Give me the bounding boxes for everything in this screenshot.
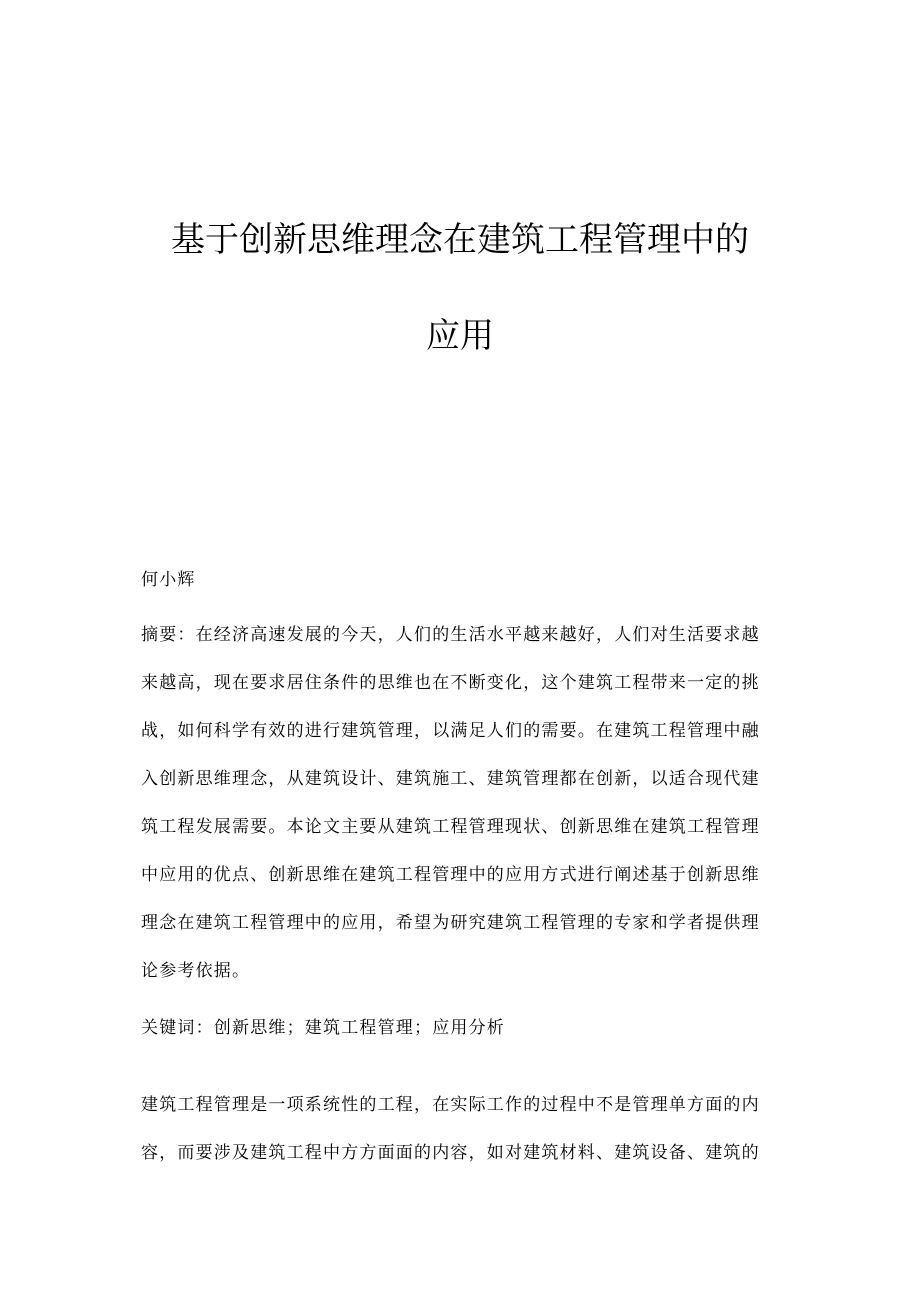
abstract-line: 来越高，现在要求居住条件的思维也在不断变化，这个建筑工程带来一定的挑 — [141, 673, 760, 693]
abstract-line: 理念在建筑工程管理中的应用，希望为研究建筑工程管理的专家和学者提供理 — [141, 913, 760, 933]
abstract-line: 摘要：在经济高速发展的今天，人们的生活水平越来越好，人们对生活要求越 — [141, 625, 760, 645]
document-title-line-2: 应用 — [426, 316, 494, 356]
abstract-line: 入创新思维理念，从建筑设计、建筑施工、建筑管理都在创新，以适合现代建 — [141, 769, 760, 789]
abstract-paragraph — [141, 611, 781, 995]
abstract-line: 战，如何科学有效的进行建筑管理，以满足人们的需要。在建筑工程管理中融 — [141, 721, 760, 741]
abstract-line: 筑工程发展需要。本论文主要从建筑工程管理现状、创新思维在建筑工程管理 — [141, 817, 760, 837]
intro-line: 容，而要涉及建筑工程中方方面面的内容，如对建筑材料、建筑设备、建筑的 — [141, 1143, 760, 1163]
document-title-line-1: 基于创新思维理念在建筑工程管理中的 — [171, 220, 749, 260]
keywords-line: 关键词：创新思维；建筑工程管理；应用分析 — [141, 1018, 505, 1038]
abstract-line: 中应用的优点、创新思维在建筑工程管理中的应用方式进行阐述基于创新思维 — [141, 865, 760, 885]
author-name: 何小辉 — [141, 570, 196, 590]
intro-paragraph — [141, 1081, 781, 1177]
abstract-line: 论参考依据。 — [141, 961, 251, 981]
intro-line: 建筑工程管理是一项系统性的工程，在实际工作的过程中不是管理单方面的内 — [141, 1095, 760, 1115]
